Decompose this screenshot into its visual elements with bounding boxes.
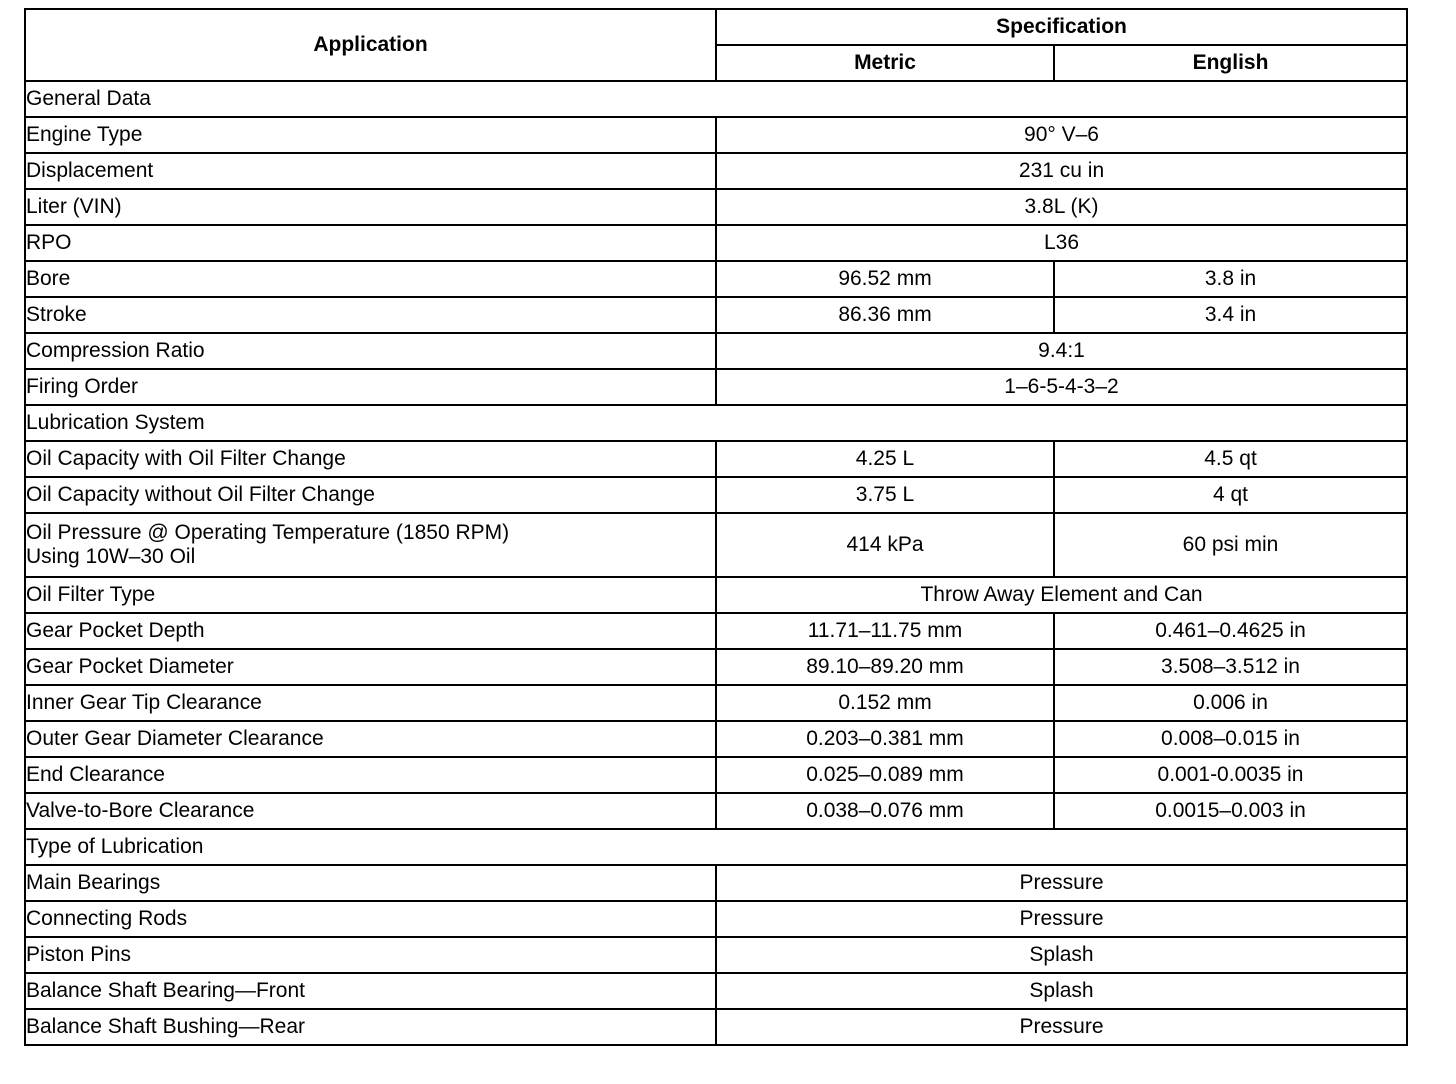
spec-value: Splash [716, 937, 1407, 973]
application-label: End Clearance [26, 763, 165, 786]
application-cell [25, 441, 716, 477]
table-row [25, 649, 1407, 685]
metric-value: 0.152 mm [716, 685, 1054, 721]
spec-value: L36 [716, 225, 1407, 261]
section-label: Lubrication System [25, 405, 1407, 441]
table-row [25, 757, 1407, 793]
table-row [25, 937, 1407, 973]
application-cell [25, 757, 716, 793]
application-label: Oil Filter Type [26, 583, 156, 606]
table-row [25, 613, 1407, 649]
table-row [25, 117, 1407, 153]
english-value: 3.508–3.512 in [1054, 649, 1407, 685]
application-cell [25, 369, 716, 405]
application-cell [25, 1009, 716, 1045]
application-label: Piston Pins [26, 943, 132, 966]
spec-value: Splash [716, 973, 1407, 1009]
english-value: 0.008–0.015 in [1054, 721, 1407, 757]
table-row [25, 333, 1407, 369]
metric-value: 96.52 mm [716, 261, 1054, 297]
metric-value: 0.038–0.076 mm [716, 793, 1054, 829]
english-header: English [1054, 45, 1407, 81]
metric-value: 0.025–0.089 mm [716, 757, 1054, 793]
table-row [25, 973, 1407, 1009]
application-label: Firing Order [26, 375, 139, 398]
metric-value: 3.75 L [716, 477, 1054, 513]
application-label: Oil Pressure @ Operating Temperature (1850 RPM) [26, 521, 510, 544]
application-cell [25, 189, 716, 225]
engine-specification-table [24, 8, 1408, 1046]
english-value: 3.4 in [1054, 297, 1407, 333]
table-row [25, 577, 1407, 613]
application-cell [25, 225, 716, 261]
section-row [25, 81, 1407, 117]
section-label: Type of Lubrication [25, 829, 1407, 865]
table-row [25, 901, 1407, 937]
application-label: Gear Pocket Depth [26, 619, 205, 642]
application-cell [25, 901, 716, 937]
section-row [25, 405, 1407, 441]
spec-table-body [25, 81, 1407, 1045]
application-label: Oil Capacity without Oil Filter Change [26, 483, 375, 506]
metric-header: Metric [716, 45, 1054, 81]
spec-value: 9.4:1 [716, 333, 1407, 369]
application-cell [25, 117, 716, 153]
english-value: 60 psi min [1054, 513, 1407, 577]
table-row [25, 477, 1407, 513]
section-label: General Data [25, 81, 1407, 117]
table-row [25, 225, 1407, 261]
spec-value: Throw Away Element and Can [716, 577, 1407, 613]
application-cell [25, 613, 716, 649]
application-cell [25, 577, 716, 613]
application-cell [25, 973, 716, 1009]
section-row [25, 829, 1407, 865]
metric-value: 86.36 mm [716, 297, 1054, 333]
application-label: Liter (VIN) [26, 195, 122, 218]
spec-value: Pressure [716, 901, 1407, 937]
application-label: Balance Shaft Bushing—Rear [26, 1015, 305, 1038]
table-row [25, 685, 1407, 721]
application-cell [25, 649, 716, 685]
application-label: Valve-to-Bore Clearance [26, 799, 255, 822]
table-row [25, 513, 1407, 577]
application-cell [25, 685, 716, 721]
table-row [25, 441, 1407, 477]
application-label: Engine Type [26, 123, 143, 146]
application-label: Stroke [26, 303, 87, 326]
specification-header: Specification [716, 9, 1407, 45]
table-row [25, 297, 1407, 333]
application-label-line2: Using 10W–30 Oil [26, 545, 196, 568]
table-row [25, 1009, 1407, 1045]
english-value: 0.001-0.0035 in [1054, 757, 1407, 793]
application-cell [25, 937, 716, 973]
application-label: Outer Gear Diameter Clearance [26, 727, 324, 750]
metric-value: 11.71–11.75 mm [716, 613, 1054, 649]
english-value: 0.461–0.4625 in [1054, 613, 1407, 649]
application-label: Main Bearings [26, 871, 161, 894]
table-row [25, 153, 1407, 189]
table-row [25, 865, 1407, 901]
application-cell [25, 513, 716, 577]
spec-value: Pressure [716, 1009, 1407, 1045]
english-value: 0.006 in [1054, 685, 1407, 721]
application-cell [25, 297, 716, 333]
application-label: Connecting Rods [26, 907, 188, 930]
application-label: Displacement [26, 159, 154, 182]
application-cell [25, 793, 716, 829]
english-value: 0.0015–0.003 in [1054, 793, 1407, 829]
english-value: 3.8 in [1054, 261, 1407, 297]
table-row [25, 793, 1407, 829]
application-label: RPO [26, 231, 72, 254]
application-cell [25, 333, 716, 369]
spec-value: 231 cu in [716, 153, 1407, 189]
table-row [25, 721, 1407, 757]
spec-value: Pressure [716, 865, 1407, 901]
application-label: Bore [26, 267, 71, 290]
metric-value: 89.10–89.20 mm [716, 649, 1054, 685]
application-label: Compression Ratio [26, 339, 205, 362]
application-label: Gear Pocket Diameter [26, 655, 234, 678]
application-cell [25, 721, 716, 757]
english-value: 4.5 qt [1054, 441, 1407, 477]
english-value: 4 qt [1054, 477, 1407, 513]
spec-value: 3.8L (K) [716, 189, 1407, 225]
spec-value: 90° V–6 [716, 117, 1407, 153]
application-cell [25, 865, 716, 901]
application-cell [25, 477, 716, 513]
spec-value: 1–6-5-4-3–2 [716, 369, 1407, 405]
application-label: Oil Capacity with Oil Filter Change [26, 447, 346, 470]
table-row [25, 189, 1407, 225]
metric-value: 4.25 L [716, 441, 1054, 477]
application-label: Balance Shaft Bearing—Front [26, 979, 305, 1002]
table-row [25, 261, 1407, 297]
application-label: Inner Gear Tip Clearance [26, 691, 262, 714]
application-cell [25, 153, 716, 189]
metric-value: 0.203–0.381 mm [716, 721, 1054, 757]
application-cell [25, 261, 716, 297]
table-row [25, 369, 1407, 405]
metric-value: 414 kPa [716, 513, 1054, 577]
application-header: Application [25, 9, 716, 81]
